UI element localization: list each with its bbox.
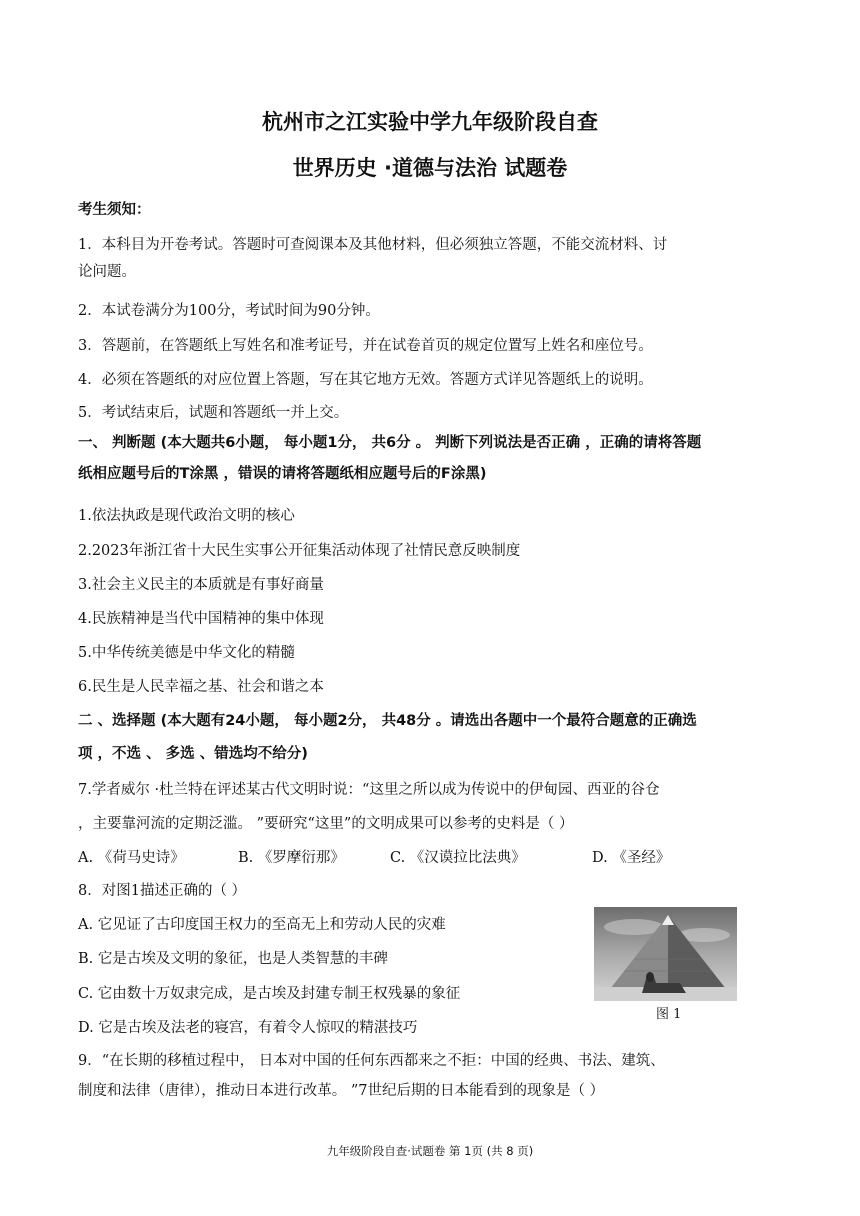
- section2-heading-line1: 二 、选择题 (本大题有24小题， 每小题2分， 共48分 。请选出各题中一个最符合题意的正确选: [78, 713, 697, 729]
- question-7-option-a: A. 《荷马史诗》: [78, 850, 185, 866]
- pyramid-sphinx-image: [594, 907, 737, 1001]
- notice-item: 3．答题前，在答题纸上写姓名和准考证号，并在试卷首页的规定位置写上姓名和座位号。: [78, 338, 653, 354]
- notice-item: 5．考试结束后，试题和答题纸一并上交。: [78, 405, 349, 421]
- judgment-item: 4.民族精神是当代中国精神的集中体现: [78, 611, 324, 627]
- question-9-stem: 制度和法律（唐律），推动日本进行改革。 ”7世纪后期的日本能看到的现象是（ ）: [78, 1083, 605, 1099]
- section1-heading-line2: 纸相应题号后的T涂黑 ，错误的请将答题纸相应题号后的F涂黑): [78, 466, 487, 482]
- exam-subtitle: 世界历史 ·道德与法治 试题卷: [292, 156, 568, 180]
- question-7-stem: ，主要靠河流的定期泛滥。 ”要研究“这里”的文明成果可以参考的史料是（ ）: [78, 816, 574, 832]
- notice-item: 4．必须在答题纸的对应位置上答题，写在其它地方无效。答题方式详见答题纸上的说明。: [78, 372, 653, 388]
- judgment-item: 1.依法执政是现代政治文明的核心: [78, 508, 295, 524]
- section2-heading-line2: 项 ，不选 、 多选 、错选均不给分): [78, 746, 308, 762]
- judgment-item: 5.中华传统美德是中华文化的精髓: [78, 645, 295, 661]
- question-8-option-c: C. 它由数十万奴隶完成，是古埃及封建专制王权残暴的象征: [78, 986, 461, 1002]
- judgment-item: 2.2023年浙江省十大民生实事公开征集活动体现了社情民意反映制度: [78, 543, 521, 559]
- question-7-stem: 7.学者威尔 ·杜兰特在评述某古代文明时说：“这里之所以成为传说中的伊甸园、西亚的谷仓: [78, 782, 660, 798]
- page-footer: 九年级阶段自查·试题卷 第 1页 (共 8 页): [326, 1144, 534, 1158]
- figure-caption: 图 1: [656, 1007, 682, 1022]
- question-7-option-d: D. 《圣经》: [592, 850, 671, 866]
- question-9-stem: 9．“在长期的移植过程中， 日本对中国的任何东西都来之不拒：中国的经典、书法、建筑、: [78, 1053, 665, 1069]
- question-8-stem: 8．对图1描述正确的（ ）: [78, 883, 247, 899]
- notice-heading: 考生须知：: [78, 202, 151, 218]
- question-7-option-c: C. 《汉谟拉比法典》: [390, 850, 526, 866]
- question-8-option-b: B. 它是古埃及文明的象征，也是人类智慧的丰碑: [78, 951, 388, 967]
- notice-item: 论问题。: [78, 264, 136, 280]
- question-8-option-d: D. 它是古埃及法老的寝宫，有着令人惊叹的精湛技巧: [78, 1020, 418, 1036]
- notice-item: 1．本科目为开卷考试。答题时可查阅课本及其他材料，但必须独立答题，不能交流材料、讨: [78, 237, 668, 253]
- exam-title: 杭州市之江实验中学九年级阶段自查: [262, 110, 598, 134]
- judgment-item: 6.民生是人民幸福之基、社会和谐之本: [78, 679, 324, 695]
- judgment-item: 3.社会主义民主的本质就是有事好商量: [78, 577, 324, 593]
- question-8-option-a: A. 它见证了古印度国王权力的至高无上和劳动人民的灾难: [78, 917, 446, 933]
- notice-item: 2．本试卷满分为100分，考试时间为90分钟。: [78, 303, 380, 319]
- question-7-option-b: B. 《罗摩衍那》: [238, 850, 345, 866]
- section1-heading-line1: 一、 判断题 (本大题共6小题， 每小题1分， 共6分 。 判断下列说法是否正确 ，正确的请将答题: [78, 435, 702, 451]
